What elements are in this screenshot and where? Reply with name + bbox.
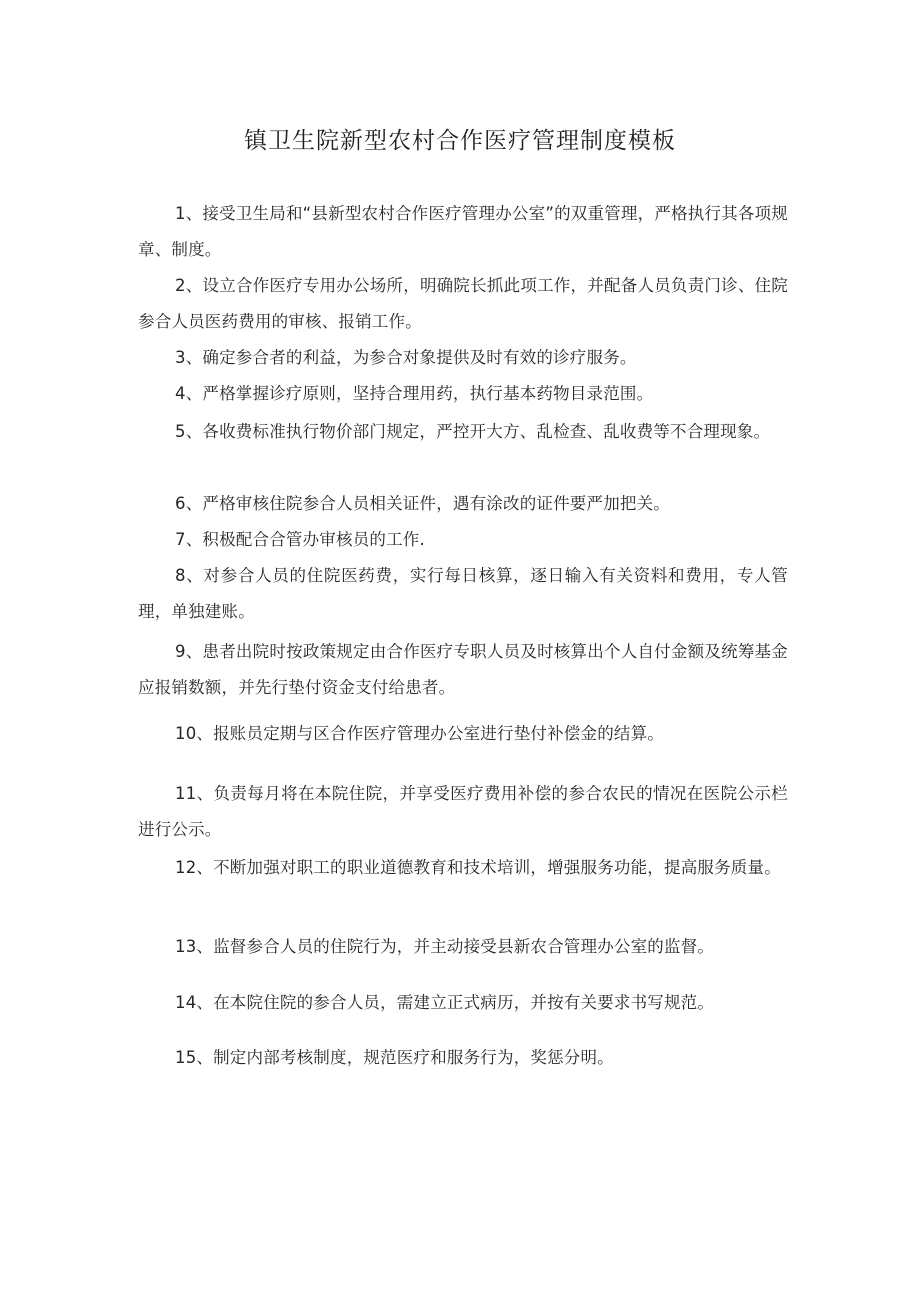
paragraph-13: 13、监督参合人员的住院行为，并主动接受县新农合管理办公室的监督。 [175,937,715,956]
paragraph-15: 15、制定内部考核制度，规范医疗和服务行为，奖惩分明。 [175,1048,614,1067]
paragraph-11: 11、负责每月将在本院住院，并享受医疗费用补偿的参合农民的情况在医院公示栏进行公示。 [138,784,788,839]
paragraph-1: 1、接受卫生局和“县新型农村合作医疗管理办公室”的双重管理，严格执行其各项规章、制度。 [138,204,788,259]
paragraph-5: 5、各收费标准执行物价部门规定，严控开大方、乱检查、乱收费等不合理现象。 [175,422,771,441]
paragraph-2: 2、设立合作医疗专用办公场所，明确院长抓此项工作，并配备人员负责门诊、住院参合人员医药费用的审核、报销工作。 [138,276,788,331]
paragraph-3: 3、确定参合者的利益，为参合对象提供及时有效的诊疗服务。 [175,348,637,367]
paragraph-8: 8、对参合人员的住院医药费，实行每日核算，逐日输入有关资料和费用，专人管理，单独建账。 [138,566,788,621]
document-title: 镇卫生院新型农村合作医疗管理制度模板 [244,128,676,154]
paragraph-7: 7、积极配合合管办审核员的工作. [175,530,425,549]
paragraph-4: 4、严格掌握诊疗原则，坚持合理用药，执行基本药物目录范围。 [175,384,654,403]
paragraph-9: 9、患者出院时按政策规定由合作医疗专职人员及时核算出个人自付金额及统筹基金应报销数额，并先行垫付资金支付给患者。 [138,642,788,697]
paragraph-10: 10、报账员定期与区合作医疗管理办公室进行垫付补偿金的结算。 [175,724,664,743]
paragraph-14: 14、在本院住院的参合人员，需建立正式病历，并按有关要求书写规范。 [175,993,715,1012]
paragraph-12: 12、不断加强对职工的职业道德教育和技术培训，增强服务功能，提高服务质量。 [175,858,781,877]
paragraph-6: 6、严格审核住院参合人员相关证件，遇有涂改的证件要严加把关。 [175,494,670,513]
